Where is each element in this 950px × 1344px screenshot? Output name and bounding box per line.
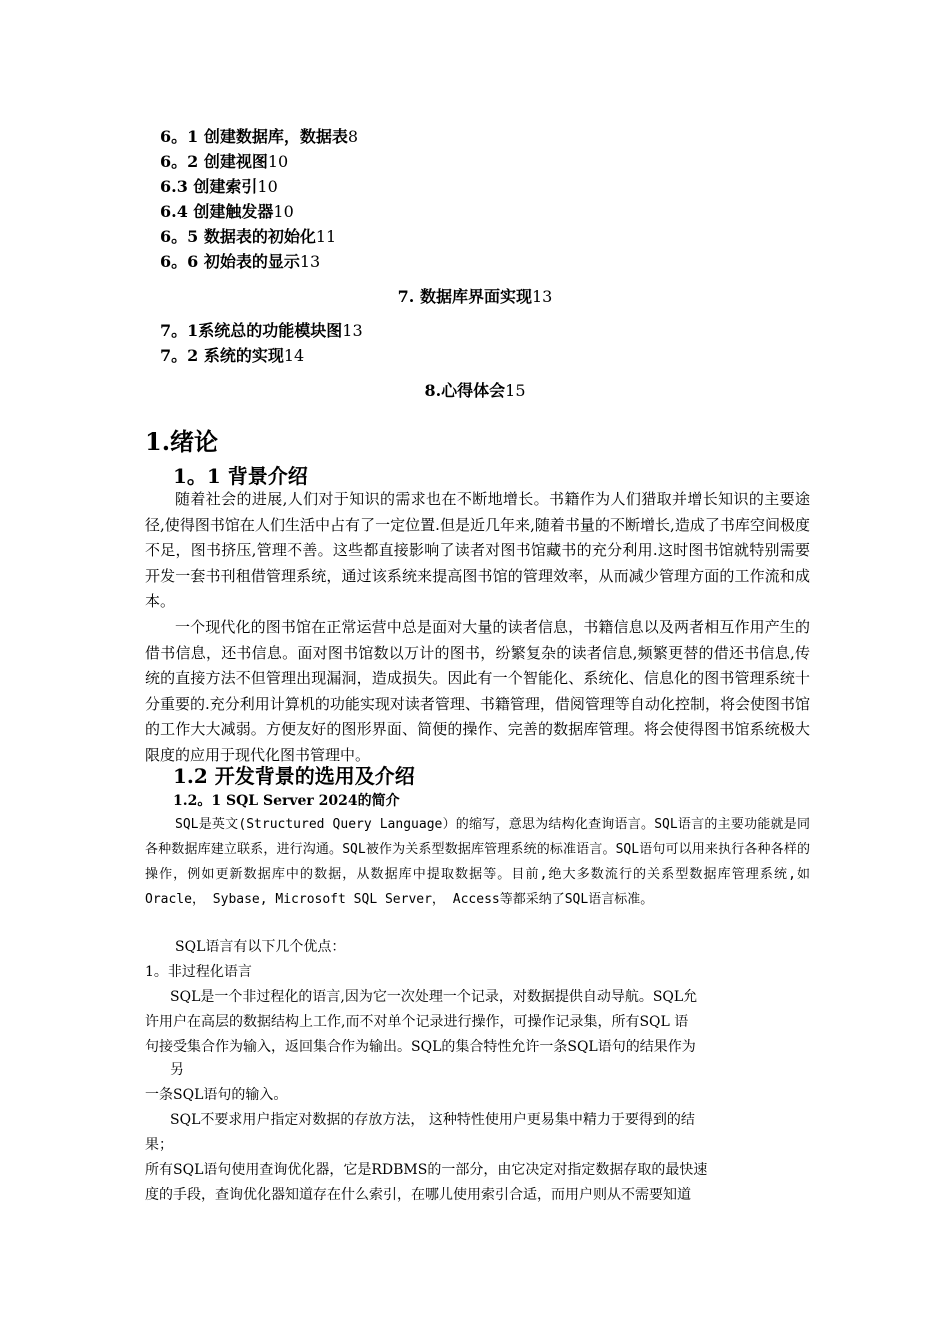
toc-entry-page: 15: [505, 381, 526, 400]
toc-entry-page: 13: [299, 252, 321, 271]
toc-entry[interactable]: [160, 225, 336, 249]
toc-entry-title: 6。2 创建视图: [160, 152, 268, 171]
body-paragraph: 一个现代化的图书馆在正常运营中总是面对大量的读者信息，书籍信息以及两者相互作用产生的借书信息，还书信息。面对图书馆数以万计的图书，纷繁复杂的读者信息,频繁更替的借还书信息,传统的直接方法不但管理出现漏洞，造成损失。因此有一个智能化、系统化、信息化的图书管理系统十分重要的.充分利用计算机的功能实现对读者管理、书籍管理，借阅管理等自动化控制，将会使图书馆的工作大大减弱。方便友好的图形界面、简便的操作、完善的数据库管理。将会使得图书馆系统极大限度的应用于现代化图书管理中。: [145, 618, 810, 764]
body-line: 一条SQL语句的输入。: [145, 1087, 288, 1103]
toc-entry[interactable]: [160, 175, 278, 199]
toc-entry-title: 8.心得体会: [424, 381, 506, 400]
toc-entry-page: 10: [267, 152, 289, 171]
section-heading: 1。1 背景介绍: [173, 464, 308, 488]
toc-entry-title: 7。1系统总的功能模块图: [160, 321, 343, 340]
body-line: 另: [170, 1062, 184, 1078]
chapter-heading: 1.绪论: [145, 427, 219, 456]
body-line: SQL是一个非过程化的语言,因为它一次处理一个记录，对数据提供自动导航。SQL允: [170, 989, 698, 1005]
body-line: SQL语言有以下几个优点：: [175, 939, 346, 955]
toc-entry-page: 11: [315, 227, 337, 246]
toc-entry-page: 10: [257, 177, 278, 196]
toc-entry-title: 7。2 系统的实现: [160, 346, 284, 365]
toc-entry-title: 6。6 初始表的显示: [160, 252, 300, 271]
body-paragraph: 随着社会的进展,人们对于知识的需求也在不断地增长。书籍作为人们猎取并增长知识的主要途径,使得图书馆在人们生活中占有了一定位置.但是近几年来,随着书量的不断增长,造成了书库空间极度不足，图书挤压,管理不善。这些都直接影响了读者对图书馆藏书的充分利用.这时图书馆就特别需要开发一套书刊租借管理系统，通过该系统来提高图书馆的管理效率，从而减少管理方面的工作流和成本。: [145, 490, 810, 611]
toc-entry[interactable]: [160, 250, 320, 274]
toc-entry[interactable]: [160, 200, 294, 224]
toc-entry-title: 7. 数据库界面实现: [397, 287, 532, 306]
section-heading: 1.2 开发背景的选用及介绍: [173, 764, 415, 788]
body-paragraph: SQL是英文(Structured Query Language）的缩写，意思为结构化查询语言。SQL语言的主要功能就是同各种数据库建立联系，进行沟通。SQL被作为关系型数据库管理系统的标准语言。SQL语句可以用来执行各种各样的操作，例如更新数据库中的数据，从数据库中提取数据等。目前,绝大多数流行的关系型数据库管理系统,如Oracle， Sybase, Microsoft SQL Server， Access等都采纳了SQL语言标准。: [145, 817, 810, 907]
toc-entry-centered[interactable]: [0, 285, 950, 309]
toc-entry-title: 6。5 数据表的初始化: [160, 227, 316, 246]
body-line: 句接受集合作为输入，返回集合作为输出。SQL的集合特性允许一条SQL语句的结果作为: [145, 1039, 696, 1055]
toc-entry-centered[interactable]: [0, 379, 950, 403]
toc-entry[interactable]: [160, 150, 288, 174]
toc-entry-title: 6。1 创建数据库，数据表: [160, 127, 348, 146]
toc-entry-title: 6.4 创建触发器: [160, 202, 274, 221]
subsection-heading: 1.2。1 SQL Server 2024的简介: [173, 793, 400, 809]
toc-entry-title: 6.3 创建索引: [160, 177, 258, 196]
list-item-title: 1。非过程化语言: [145, 964, 252, 980]
toc-entry-page: 10: [273, 202, 294, 221]
toc-entry-page: 14: [283, 346, 305, 365]
toc-entry[interactable]: [160, 125, 358, 149]
toc-entry[interactable]: [160, 344, 304, 368]
body-line: 果；: [145, 1137, 173, 1153]
body-line: 度的手段，查询优化器知道存在什么索引，在哪儿使用索引合适，而用户则从不需要知道: [145, 1187, 691, 1203]
toc-entry[interactable]: [160, 319, 363, 343]
toc-entry-page: 13: [531, 287, 553, 306]
body-line: 所有SQL语句使用查询优化器，它是RDBMS的一部分，由它决定对指定数据存取的最快速: [145, 1162, 708, 1178]
toc-entry-page: 13: [342, 321, 363, 340]
body-line: 许用户在高层的数据结构上工作,而不对单个记录进行操作，可操作记录集，所有SQL 语: [145, 1014, 689, 1030]
toc-entry-page: 8: [347, 127, 359, 146]
body-line: SQL不要求用户指定对数据的存放方法， 这种特性使用户更易集中精力于要得到的结: [170, 1112, 695, 1128]
